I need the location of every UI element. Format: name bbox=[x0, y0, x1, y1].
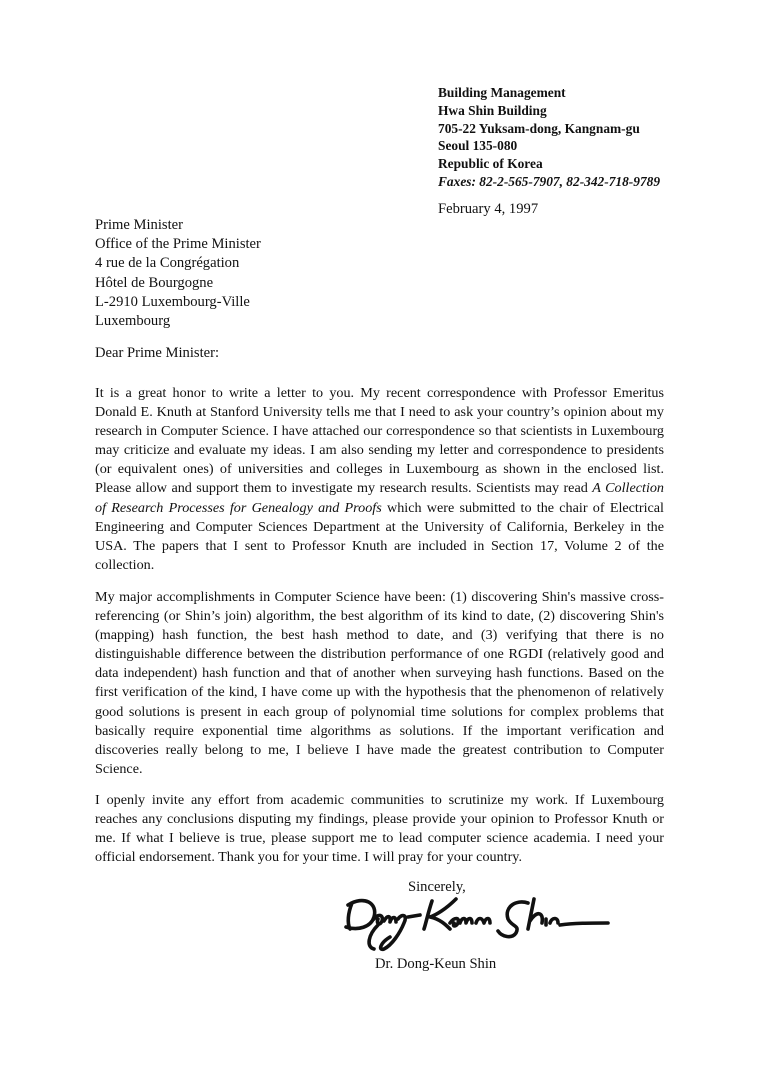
sender-line: 705-22 Yuksam-dong, Kangnam-gu bbox=[438, 120, 640, 136]
recipient-address-block bbox=[95, 216, 415, 331]
handwritten-signature bbox=[338, 889, 618, 955]
sender-address-block bbox=[438, 84, 748, 191]
sender-faxes: Faxes: 82-2-565-7907, 82-342-718-9789 bbox=[438, 173, 661, 189]
salutation: Dear Prime Minister: bbox=[95, 345, 220, 361]
recipient-line: Office of the Prime Minister bbox=[95, 236, 261, 253]
paragraph-text: which were submitted to the chair of Electrical Engineering and Computer Sciences Department at the University of California, Berkeley in the USA. The papers that I sent to Professor Knuth are included in Section 17, Volume 2 of the collection. bbox=[95, 499, 664, 573]
recipient-line: Hôtel de Bourgogne bbox=[95, 274, 214, 291]
sender-line: Republic of Korea bbox=[438, 156, 543, 172]
sender-line: Hwa Shin Building bbox=[438, 102, 547, 118]
body-paragraph-1 bbox=[95, 384, 664, 575]
recipient-line: Luxembourg bbox=[95, 313, 171, 330]
sender-line: Seoul 135-080 bbox=[438, 138, 518, 154]
recipient-line: L-2910 Luxembourg-Ville bbox=[95, 293, 250, 310]
closing: Sincerely, bbox=[408, 879, 466, 895]
recipient-line: Prime Minister bbox=[95, 217, 183, 233]
sender-line: Building Management bbox=[438, 85, 566, 100]
letter-date: February 4, 1997 bbox=[438, 201, 539, 217]
collection-title: A Collection of Research Processes for Genealogy and Proofs bbox=[95, 480, 665, 516]
body-paragraph-2: My major accomplishments in Computer Science have been: (1) discovering Shin's massive cross-referencing (or Shin’s join) algorithm, the best algorithm of its kind to date, (2) discovering Shin's (mapping) hash function, the best hash method to date, and (3) verifying that there is no distinguishable difference between the distribution performance of one RGDI (relatively good and data independent) hash function and that of another when surveying hash functions. Based on the first verification of the kind, I have come up with the hypothesis that the phenomenon of relatively good solutions is present in each group of polynomial time solutions for complex problems that basically require exponential time algorithms as solutions. If the important verification and discoveries really belong to me, I believe I have made the greatest contribution to Computer Science. bbox=[95, 589, 664, 777]
signer-name: Dr. Dong-Keun Shin bbox=[375, 956, 497, 972]
paragraph-text: It is a great honor to write a letter to you. My recent correspondence with Professor Emeritus Donald E. Knuth at Stanford University tells me that I need to ask your country’s opinion about my research in Computer Science. I have attached our correspondence so that scientists in Luxembourg may criticize and evaluate my ideas. I am also sending my letter and correspondence to presidents (or equivalent ones) of universities and colleges in Luxembourg as shown in the enclosed list. Please allow and support them to investigate my research results. Scientists may read bbox=[95, 385, 664, 497]
body-paragraph-3: I openly invite any effort from academic communities to scrutinize my work. If Luxembourg reaches any conclusions disputing my findings, please provide your opinion to Professor Knuth or me. If what I believe is true, please support me to lead computer science academia. I need your official endorsement. Thank you for your time. I will pray for your country. bbox=[95, 792, 664, 866]
recipient-line: 4 rue de la Congrégation bbox=[95, 255, 240, 272]
